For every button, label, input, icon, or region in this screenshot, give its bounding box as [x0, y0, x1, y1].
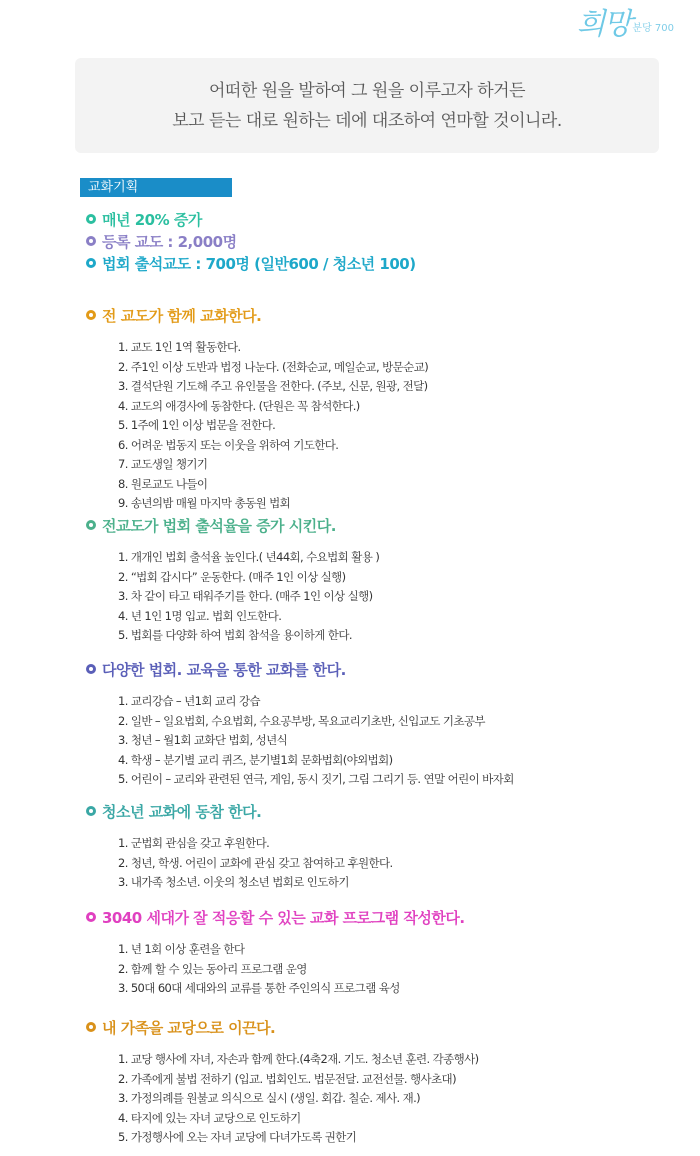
quote-box	[75, 58, 659, 153]
list-item: 4. 학생 – 분기별 교리 퀴즈, 분기별1회 문화법회(야외법회)	[118, 752, 393, 767]
list-item: 9. 송년의밤 매월 마지막 총동원 법회	[118, 496, 291, 510]
list-item: 3. 50대 60대 세대와의 교류를 통한 주인의식 프로그램 육성	[118, 981, 400, 995]
section-title	[86, 904, 465, 930]
stat-attendance	[86, 252, 416, 274]
bullet-icon	[86, 1022, 96, 1032]
section-items	[118, 692, 514, 790]
section-title	[86, 1014, 479, 1040]
stat-registered	[86, 230, 416, 252]
list-item: 1. 교리강습 – 년1회 교리 강습	[118, 694, 261, 708]
stat-text: 법회 출석교도 : 700명 (일반600 / 청소년 100)	[102, 254, 416, 273]
quote-line-1: 어떠한 원을 발하여 그 원을 이루고자 하거든	[208, 80, 526, 101]
list-item: 4. 교도의 애경사에 동참한다. (단원은 꼭 참석한다.)	[118, 398, 360, 413]
section-5	[86, 904, 465, 999]
list-item: 2. 주1인 이상 도반과 법정 나눈다. (전화순교, 메일순교, 방문순교)	[118, 359, 429, 374]
list-item: 1. 개개인 법회 출석율 높인다.( 년44회, 수요법회 활용 )	[118, 550, 380, 564]
section-2	[86, 512, 379, 646]
list-item: 2. 청년, 학생. 어린이 교화에 관심 갖고 참여하고 후원한다.	[118, 855, 393, 870]
bullet-icon	[86, 806, 96, 816]
list-item: 3. 결석단원 기도해 주고 유인물을 전한다. (주보, 신문, 원광, 전달)	[118, 379, 428, 393]
section-items	[118, 548, 379, 646]
list-item: 4. 타지에 있는 자녀 교당으로 인도하기	[118, 1110, 301, 1125]
list-item: 1. 군법회 관심을 갖고 후원한다.	[118, 836, 270, 850]
section-title	[86, 798, 393, 824]
section-items	[118, 338, 428, 514]
list-item: 8. 원로교도 나들이	[118, 476, 208, 491]
stat-text: 매년 20% 증가	[102, 210, 202, 229]
list-item: 2. 일반 – 일요법회, 수요법회, 수요공부방, 목요교리기초반, 신입교도 기초공부	[118, 713, 485, 728]
logo-subtitle: 분당 700	[632, 23, 674, 34]
section-4	[86, 798, 393, 893]
bullet-icon	[86, 664, 96, 674]
list-item: 1. 교도 1인 1역 활동한다.	[118, 340, 241, 354]
list-item: 2. 가족에게 불법 전하기 (입교. 법회인도. 법문전달. 교전선물. 행사초대)	[118, 1071, 456, 1086]
section-title-text: 전교도가 법회 출석율을 증가 시킨다.	[102, 516, 336, 535]
section-items	[118, 1050, 479, 1148]
list-item: 6. 어려운 법동지 또는 이웃을 위하여 기도한다.	[118, 437, 339, 452]
list-item: 4. 년 1인 1명 입교. 법회 인도한다.	[118, 608, 282, 623]
section-title-text: 청소년 교화에 동참 한다.	[102, 802, 262, 821]
bullet-icon	[86, 520, 96, 530]
section-1	[86, 302, 428, 514]
logo-script: 희망	[576, 7, 631, 42]
bullet-icon	[86, 236, 96, 246]
list-item: 3. 내가족 청소년. 이웃의 청소년 법회로 인도하기	[118, 875, 349, 889]
quote-line-2: 보고 듣는 대로 원하는 데에 대조하여 연마할 것이니라.	[172, 110, 562, 131]
bullet-icon	[86, 310, 96, 320]
list-item: 3. 청년 – 월1회 교화단 법회, 성년식	[118, 733, 288, 747]
section-6	[86, 1014, 479, 1148]
list-item: 7. 교도생일 챙기기	[118, 457, 208, 471]
bullet-icon	[86, 258, 96, 268]
list-item: 1. 년 1회 이상 훈련을 한다	[118, 942, 245, 956]
plan-stats	[86, 208, 416, 274]
section-title	[86, 512, 379, 538]
section-title-text: 다양한 법회. 교육을 통한 교화를 한다.	[102, 660, 346, 679]
section-title	[86, 302, 428, 328]
bullet-icon	[86, 912, 96, 922]
list-item: 5. 1주에 1인 이상 법문을 전한다.	[118, 418, 276, 432]
list-item: 1. 교당 행사에 자녀, 자손과 함께 한다.(4축2재. 기도. 청소년 훈련. 각종행사)	[118, 1052, 479, 1066]
bullet-icon	[86, 214, 96, 224]
section-title-text: 전 교도가 함께 교화한다.	[102, 306, 262, 325]
plan-header: 교화기획	[80, 178, 232, 197]
list-item: 3. 차 같이 타고 태워주기를 한다. (매주 1인 이상 실행)	[118, 589, 373, 603]
stat-growth	[86, 208, 416, 230]
section-items	[118, 834, 393, 893]
section-title-text: 내 가족을 교당으로 이끈다.	[102, 1018, 276, 1037]
stat-text: 등록 교도 : 2,000명	[102, 232, 237, 251]
list-item: 5. 법회를 다양화 하여 법회 참석을 용이하게 한다.	[118, 628, 352, 642]
list-item: 3. 가정의례를 원불교 의식으로 실시 (생일. 회갑. 칠순. 제사. 재.)	[118, 1091, 421, 1105]
list-item: 2. “법회 갑시다” 운동한다. (매주 1인 이상 실행)	[118, 569, 346, 584]
section-title-text: 3040 세대가 잘 적응할 수 있는 교화 프로그램 작성한다.	[102, 908, 465, 927]
list-item: 5. 어린이 – 교리와 관련된 연극, 게임, 동시 짓기, 그림 그리기 등. 연말 어린이 바자회	[118, 772, 514, 786]
section-3	[86, 656, 514, 790]
logo	[576, 7, 674, 42]
list-item: 2. 함께 할 수 있는 동아리 프로그램 운영	[118, 961, 307, 976]
section-title	[86, 656, 514, 682]
list-item: 5. 가정행사에 오는 자녀 교당에 다녀가도록 권한기	[118, 1130, 357, 1144]
section-items	[118, 940, 465, 999]
